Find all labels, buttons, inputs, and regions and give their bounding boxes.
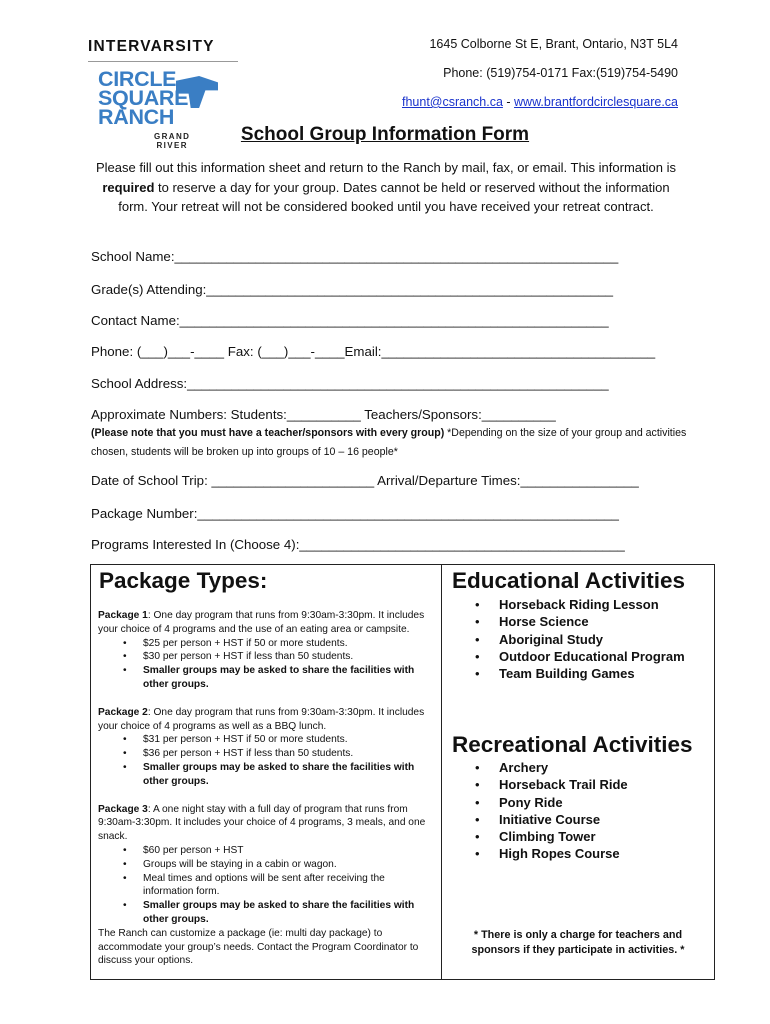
list-item: • $60 per person + HST — [143, 844, 433, 858]
intervarsity-wordmark: INTERVARSITY — [88, 38, 215, 55]
ranch-address: 1645 Colborne St E, Brant, Ontario, N3T 5L4 — [429, 37, 678, 51]
logo-divider — [88, 61, 238, 62]
intro-paragraph: Please fill out this information sheet and return to the Ranch by mail, fax, or email. This information is required to reserve a day for your group. Dates cannot be held or reserved without the information form. Your retreat will not be considered booked until you have received your retreat contract. — [96, 160, 676, 214]
package-types-heading: Package Types: — [99, 568, 268, 593]
contact-name-field[interactable]: Contact Name:__________________________________________________________ — [91, 313, 609, 328]
package-3-description: Package 3: A one night stay with a full day of program that runs from 9:30am-3:30pm. It includes your choice of 4 programs, 3 meals, and one snack. — [98, 803, 426, 843]
page-title: School Group Information Form — [240, 124, 530, 145]
list-item: • Smaller groups may be asked to share the facilities with other groups. — [143, 761, 433, 789]
ranch-contact-links — [402, 95, 678, 109]
list-item: • Meal times and options will be sent after receiving the information form. — [143, 872, 433, 900]
list-item: • Smaller groups may be asked to share the facilities with other groups. — [143, 899, 433, 927]
charge-note: * There is only a charge for teachers and sponsors if they participate in activities. * — [471, 929, 685, 956]
list-item: • Climbing Tower — [499, 828, 712, 845]
package-1-details — [98, 637, 433, 692]
package-2-description: Package 2: One day program that runs from 9:30am-3:30pm. It includes your choice of 4 programs as well as a BBQ lunch. — [98, 706, 425, 732]
package-3-details — [98, 844, 433, 927]
group-size-note: (Please note that you must have a teacher/sponsors with every group) *Depending on the size of your group and activities chosen, students will be broken up into groups of 10 – 16 people* — [91, 427, 687, 458]
trip-date-times-field[interactable]: Date of School Trip: ______________________ Arrival/Departure Times:________________ — [91, 473, 639, 488]
school-name-field[interactable]: School Name:____________________________________________________________ — [91, 249, 619, 264]
email-link[interactable]: fhunt@csranch.ca — [401, 95, 503, 109]
list-item: • Horse Science — [499, 613, 712, 630]
list-item: • Archery — [499, 759, 712, 776]
list-item: • Team Building Games — [499, 665, 712, 682]
package-number-field[interactable]: Package Number:_________________________________________________________ — [91, 506, 619, 521]
programs-interested-field[interactable]: Programs Interested In (Choose 4):____________________________________________ — [91, 537, 625, 552]
circle-square-ranch-wordmark: CIRCLE SQUARE RANCH — [98, 67, 189, 129]
list-item: • Initiative Course — [499, 811, 712, 828]
educational-activities-heading: Educational Activities — [452, 568, 685, 593]
package-2-details — [98, 733, 433, 788]
approximate-numbers-field[interactable]: Approximate Numbers: Students:__________ Teachers/Sponsors:__________ — [91, 407, 556, 422]
educational-activities-list — [442, 596, 712, 682]
activities-box — [441, 564, 715, 980]
package-list — [98, 609, 433, 968]
school-address-field[interactable]: School Address:_________________________________________________________ — [91, 376, 609, 391]
package-1-description: Package 1: One day program that runs from 9:30am-3:30pm. It includes your choice of 4 programs and the use of an eating area or campsite. — [98, 610, 425, 635]
list-item: • Horseback Riding Lesson — [499, 596, 712, 613]
list-item: • Groups will be staying in a cabin or wagon. — [143, 858, 433, 872]
list-item: • $36 per person + HST if less than 50 students. — [143, 747, 433, 761]
package-types-box — [90, 564, 442, 980]
recreational-activities-list — [442, 759, 712, 863]
link-separator: - — [502, 95, 515, 109]
phone-fax-email-field[interactable]: Phone: (___)___-____ Fax: (___)___-____Email:_____________________________________ — [91, 344, 656, 359]
list-item: • Outdoor Educational Program — [499, 648, 712, 665]
website-link[interactable]: www.brantfordcirclesquare.ca — [514, 95, 678, 109]
list-item: • Smaller groups may be asked to share the facilities with other groups. — [143, 664, 433, 692]
recreational-activities-heading: Recreational Activities — [452, 732, 693, 757]
list-item: • Aboriginal Study — [499, 631, 712, 648]
grand-river-wordmark: GRAND RIVER — [154, 132, 191, 150]
list-item: • Horseback Trail Ride — [499, 776, 712, 793]
list-item: • $30 per person + HST if less than 50 students. — [143, 650, 433, 664]
grades-field[interactable]: Grade(s) Attending:_______________________________________________________ — [91, 282, 614, 297]
list-item: • Pony Ride — [499, 794, 712, 811]
list-item: • High Ropes Course — [499, 845, 712, 862]
custom-package-note: The Ranch can customize a package (ie: multi day package) to accommodate your group’s needs. Contact the Program Coordinator to discuss your options. — [98, 927, 419, 967]
list-item: • $25 per person + HST if 50 or more students. — [143, 637, 433, 651]
ranch-phone-fax: Phone: (519)754-0171 Fax:(519)754-5490 — [443, 66, 678, 80]
list-item: • $31 per person + HST if 50 or more students. — [143, 733, 433, 747]
